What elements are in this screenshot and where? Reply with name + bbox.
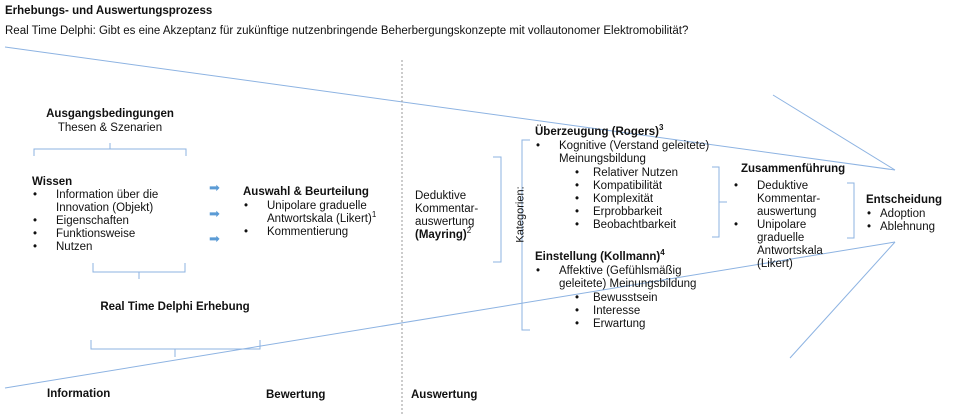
einstellung-title: Einstellung (Kollmann)$^4$	[535, 248, 665, 263]
list-item: • Relativer Nutzen	[575, 167, 678, 180]
list-item: • Beobachtbarkeit	[575, 219, 678, 232]
list-item: • Ablehnung	[866, 221, 935, 234]
list-item: • Interesse	[575, 305, 658, 318]
list-item: • Kommentierung	[243, 226, 376, 239]
ueberzeugung-title: Überzeugung (Rogers)$^3$	[535, 123, 664, 138]
list-item: • Bewusstsein	[575, 292, 658, 305]
deduktiv-text: Deduktive Kommentar- auswertung	[415, 190, 479, 228]
list-item: • Unipolare graduelle Antwortskala (Likert)	[733, 219, 823, 271]
list-item: • Kompatibilität	[575, 180, 678, 193]
kategorien-label: Kategorien:	[514, 186, 527, 243]
page-subtitle: Real Time Delphi: Gibt es eine Akzeptanz für zukünftige nutzenbringende Beherbergungskonzepte mit vollautonomer Elektromobilität?	[5, 25, 689, 37]
deduktiv-author: (Mayring)$^2$	[415, 226, 472, 241]
entscheidung-list	[866, 208, 935, 234]
list-item: • Erprobbarkeit	[575, 206, 678, 219]
ueberzeugung-sublist	[575, 167, 678, 232]
erhebung-label: Real Time Delphi Erhebung	[100, 301, 250, 313]
list-item: • Erwartung	[575, 318, 658, 331]
list-item: • Adoption	[866, 208, 935, 221]
ausgang-subtitle: Thesen & Szenarien	[57, 122, 163, 134]
arrow-right-icon: ➡	[209, 180, 220, 195]
phase-auswertung: Auswertung	[411, 389, 478, 401]
phase-bewertung: Bewertung	[266, 389, 326, 401]
arrow-right-icon: ➡	[209, 231, 220, 246]
wissen-title: Wissen	[32, 176, 73, 188]
einstellung-sublist	[575, 292, 658, 331]
zusammen-title: Zusammenführung	[741, 163, 846, 175]
list-item: • Unipolare graduelle Antwortskala (Likert)$^1$	[243, 200, 376, 226]
list-item: • Eigenschaften	[32, 215, 158, 228]
auswahl-list	[243, 200, 376, 239]
list-item: • Kognitive (Verstand geleitete) Meinungsbildung	[535, 140, 709, 166]
phase-information: Information	[47, 388, 111, 400]
page-title: Erhebungs- und Auswertungsprozess	[5, 5, 213, 17]
auswahl-title: Auswahl & Beurteilung	[243, 186, 369, 198]
list-item: • Affektive (Gefühlsmäßig geleitete) Meinungsbildung	[535, 265, 696, 291]
entscheidung-title: Entscheidung	[866, 194, 943, 206]
einstellung-list	[535, 265, 696, 291]
wissen-list	[32, 189, 158, 254]
arrow-right-icon: ➡	[209, 206, 220, 221]
deduktiv-block	[415, 190, 478, 242]
list-item: • Funktionsweise	[32, 228, 158, 241]
list-item: • Nutzen	[32, 241, 158, 254]
ueberzeugung-list	[535, 140, 709, 166]
list-item: • Information über die Innovation (Objekt)	[32, 189, 158, 215]
ausgang-title: Ausgangsbedingungen	[46, 108, 174, 120]
zusammen-list	[733, 180, 823, 271]
list-item: • Deduktive Kommentar- auswertung	[733, 180, 823, 219]
list-item: • Komplexität	[575, 193, 678, 206]
